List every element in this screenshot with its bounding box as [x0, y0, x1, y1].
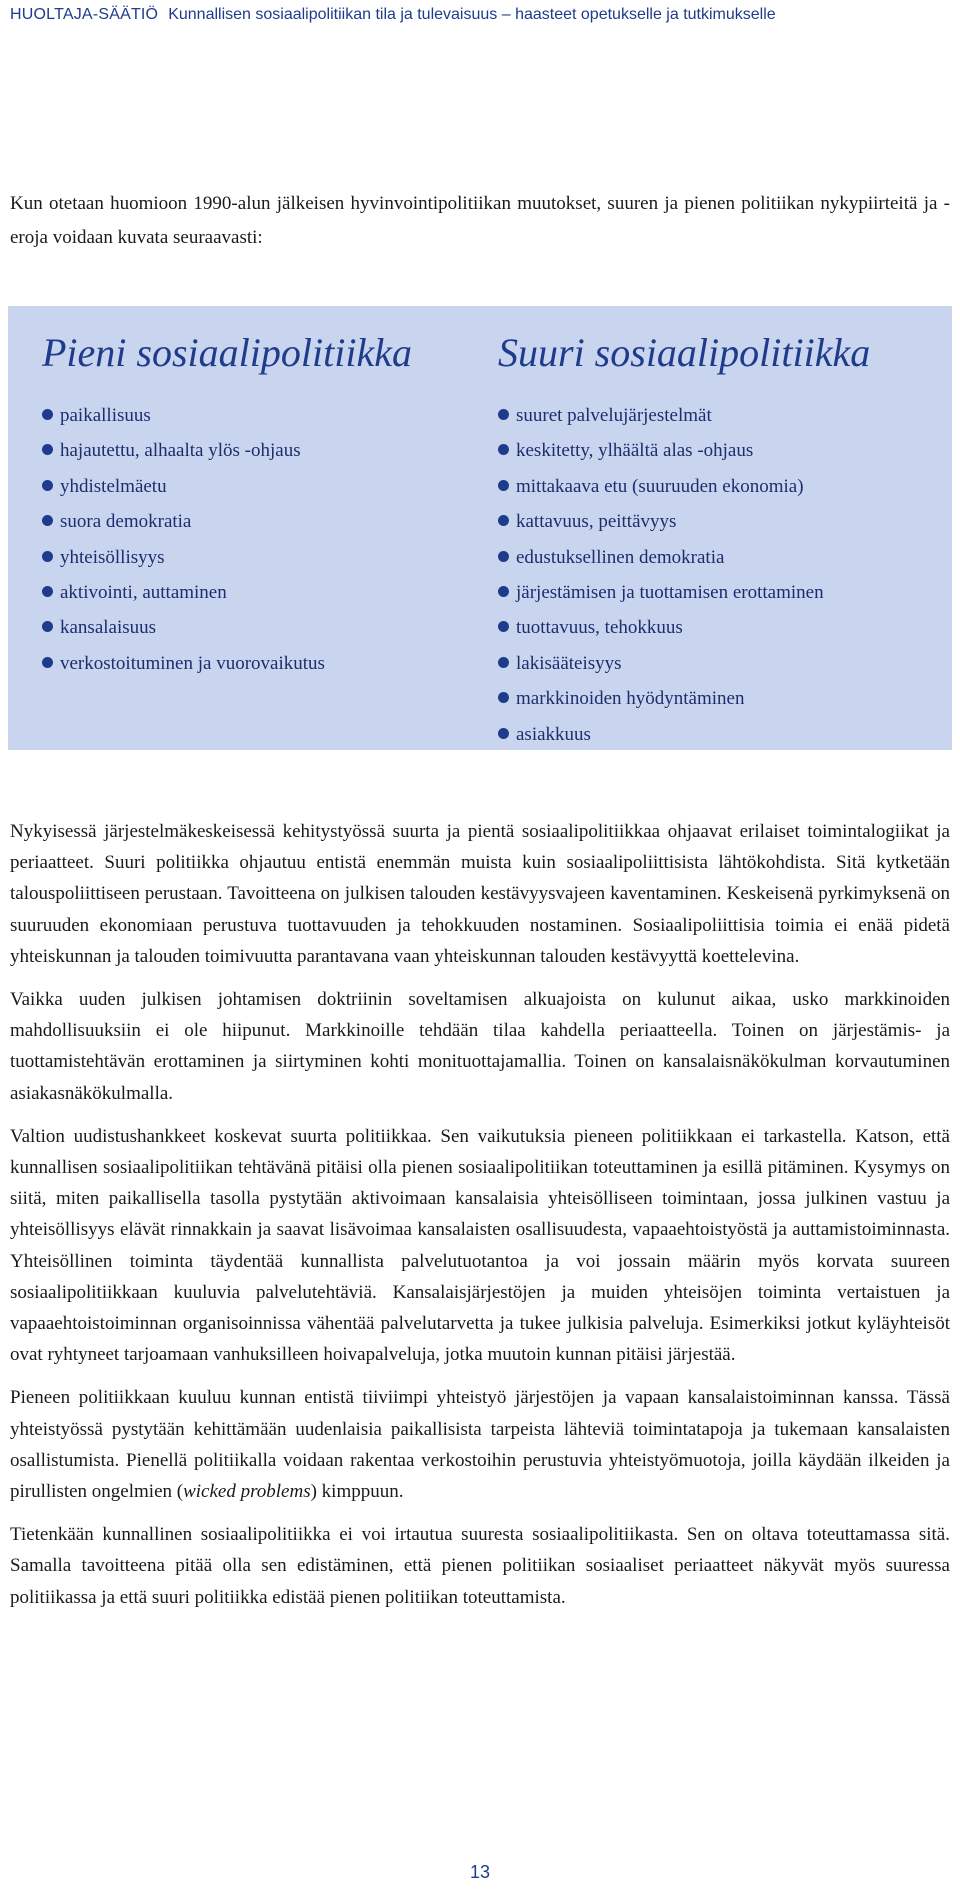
list-item: hajautettu, alhaalta ylös -ohjaus — [42, 433, 462, 468]
running-header — [10, 4, 950, 26]
bullet-icon — [42, 586, 53, 597]
large-policy-list — [498, 398, 938, 752]
bullet-icon — [42, 621, 53, 632]
large-policy-column — [498, 326, 938, 752]
list-item: tuottavuus, tehokkuus — [498, 610, 938, 645]
list-item: suuret palvelujärjestelmät — [498, 398, 938, 433]
bullet-icon — [498, 657, 509, 668]
bullet-icon — [498, 480, 509, 491]
small-policy-column — [42, 326, 462, 681]
body-paragraph: Vaikka uuden julkisen johtamisen doktriinin soveltamisen alkuajoista on kulunut aikaa, usko markkinoiden mahdollisuuksiin ei ole hiipunut. Markkinoille tehdään tilaa kahdella periaatteella. Toinen on järjestämis- ja tuottamistehtävän erottaminen ja siirtyminen kohti monituottajamallia. Toinen on kansalaisnäkökulman korvautuminen asiakasnäkökulmalla. — [10, 989, 950, 1104]
list-item: markkinoiden hyödyntäminen — [498, 681, 938, 716]
list-item: aktivointi, auttaminen — [42, 575, 462, 610]
intro-paragraph: Kun otetaan huomioon 1990-alun jälkeisen hyvinvointipolitiikan muutokset, suuren ja pienen politiikan nykypiirteitä ja -eroja voidaan kuvata seuraavasti: — [10, 193, 950, 248]
list-item: suora demokratia — [42, 504, 462, 539]
bullet-icon — [42, 551, 53, 562]
bullet-icon — [42, 515, 53, 526]
list-item: järjestämisen ja tuottamisen erottaminen — [498, 575, 938, 610]
bullet-icon — [42, 657, 53, 668]
header-organization: HUOLTAJA-SÄÄTIÖ — [10, 6, 159, 23]
list-item: lakisääteisyys — [498, 646, 938, 681]
bullet-icon — [498, 692, 509, 703]
bullet-icon — [498, 515, 509, 526]
body-paragraph: Valtion uudistushankkeet koskevat suurta politiikkaa. Sen vaikutuksia pieneen politiikkaan ei tarkastella. Katson, että kunnallisen sosiaalipolitiikan tehtävänä pitäisi olla pienen sosiaalipolitiikan toteuttaminen ja esillä pitäminen. Kysymys on siitä, miten paikallisella tasolla pystytään aktivoimaan kansalaisia yhteisölliseen toimintaan, jossa julkinen vastuu ja yhteisöllisyys elävät rinnakkain ja saavat lisävoimaa kansalaisten osallisuudesta, vapaaehtoistyöstä ja auttamistoiminnasta. Yhteisöllinen toiminta täydentää kunnallista palvelutuotantoa ja voi jossain määrin myös korvata suureen sosiaalipolitiikkaan kuuluvia palvelutehtäviä. Kansalaisjärjestöjen ja muiden yhteisöjen toiminta vertaistuen ja vapaaehtoistoiminnan organisoinnissa vähentää palvelutarvetta ja tukee julkisia palveluja. Esimerkiksi jotkut kyläyhteisöt ovat ryhtyneet tarjoamaan vanhuksilleen hoivapalveluja, jotka muutoin kunnan pitäisi järjestää. — [10, 1125, 950, 1366]
list-item: yhteisöllisyys — [42, 540, 462, 575]
list-item: yhdistelmäetu — [42, 469, 462, 504]
bullet-icon — [498, 586, 509, 597]
list-item: asiakkuus — [498, 717, 938, 752]
list-item: paikallisuus — [42, 398, 462, 433]
bullet-icon — [42, 480, 53, 491]
list-item: edustuksellinen demokratia — [498, 540, 938, 575]
small-policy-heading: Pieni sosiaalipolitiikka — [42, 330, 412, 375]
bullet-icon — [498, 551, 509, 562]
list-item: kansalaisuus — [42, 610, 462, 645]
bullet-icon — [498, 409, 509, 420]
bullet-icon — [498, 728, 509, 739]
bullet-icon — [498, 444, 509, 455]
italic-term: wicked problems — [183, 1481, 311, 1503]
list-item: verkostoituminen ja vuorovaikutus — [42, 646, 462, 681]
small-policy-list — [42, 398, 462, 681]
header-title: Kunnallisen sosiaalipolitiikan tila ja tulevaisuus – haasteet opetukselle ja tutkimukselle — [168, 6, 776, 23]
bullet-icon — [42, 444, 53, 455]
comparison-box — [8, 306, 952, 750]
page-number: 13 — [469, 1862, 491, 1882]
bullet-icon — [498, 621, 509, 632]
body-paragraph: Pieneen politiikkaan kuuluu kunnan entistä tiiviimpi yhteistyö järjestöjen ja vapaan kansalaistoiminnan kanssa. Tässä yhteistyössä pystytään kehittämään uudenlaisia paikallisista tarpeista lähteviä toimintatapoja ja tukemaan kansalaisten osallistumista. Pienellä politiikalla voidaan rakentaa verkostoihin perustuvia yhteistyömuotoja, joilla käydään ilkeiden ja pirullisten ongelmien (wicked problems) kimppuun. — [10, 1387, 950, 1503]
body-text — [10, 816, 950, 1625]
body-paragraph: Tietenkään kunnallinen sosiaalipolitiikka ei voi irtautua suuresta sosiaalipolitiikasta. Sen on oltava toteuttamassa sitä. Samalla tavoitteena pitää olla sen edistäminen, että pienen politiikan sosiaaliset periaatteet näkyvät myös suuressa politiikassa ja että suuri politiikka edistää pienen politiikan toteuttamista. — [10, 1524, 950, 1608]
large-policy-heading: Suuri sosiaalipolitiikka — [498, 330, 871, 375]
list-item: keskitetty, ylhäältä alas -ohjaus — [498, 433, 938, 468]
list-item: mittakaava etu (suuruuden ekonomia) — [498, 469, 938, 504]
bullet-icon — [42, 409, 53, 420]
body-paragraph: Nykyisessä järjestelmäkeskeisessä kehitystyössä suurta ja pientä sosiaalipolitiikkaa ohjaavat erilaiset toimintalogiikat ja periaatteet. Suuri politiikka ohjautuu entistä enemmän muista kuin sosiaalipoliittisista lähtökohdista. Sitä kytketään talouspoliittiseen perustaan. Tavoitteena on julkisen talouden kestävyysvajeen kaventaminen. Keskeisenä pyrkimyksenä on suuruuden ekonomiaan perustuva tuottavuuden ja tehokkuuden nostaminen. Sosiaalipoliittisia toimia ei enää pidetä yhteiskunnan ja talouden toimivuutta parantavana vaan yhteiskunnan talouden kestävyyttä koettelevina. — [10, 821, 950, 967]
list-item: kattavuus, peittävyys — [498, 504, 938, 539]
